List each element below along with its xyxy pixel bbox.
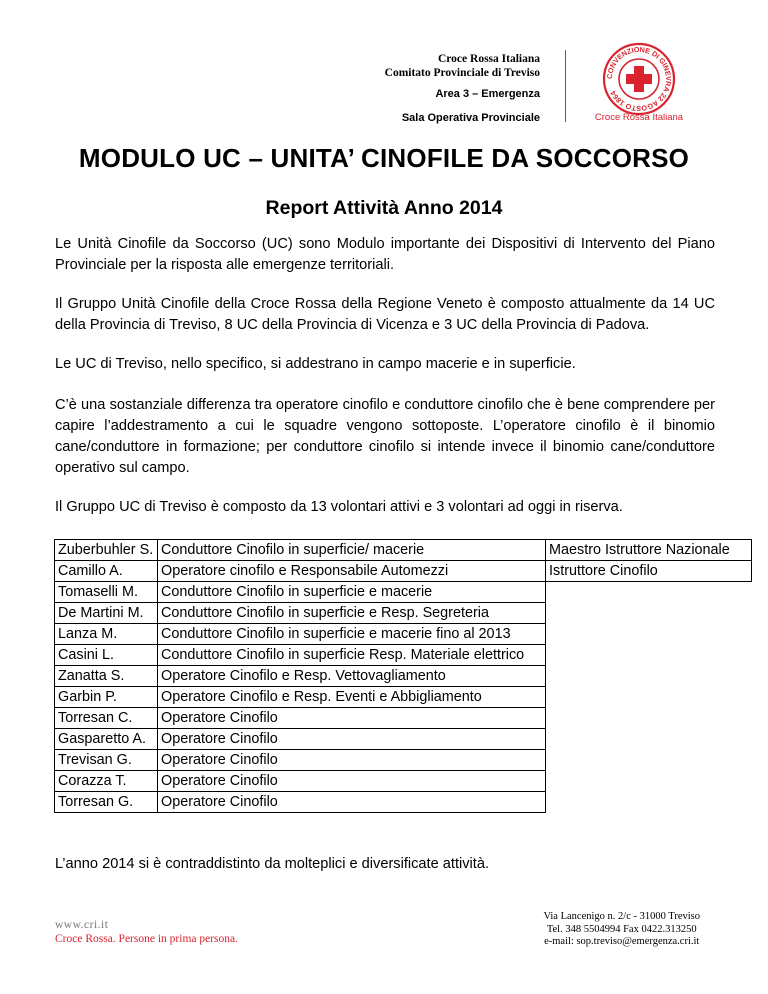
header-org — [385, 52, 540, 80]
member-name: Casini L. — [55, 645, 158, 666]
member-role: Operatore Cinofilo — [158, 729, 546, 750]
member-name: Torresan C. — [55, 708, 158, 729]
table-row — [55, 666, 752, 687]
table-row — [55, 582, 752, 603]
member-name: Corazza T. — [55, 771, 158, 792]
table-row — [55, 603, 752, 624]
header-sala: Sala Operativa Provinciale — [401, 112, 540, 124]
paragraph-members: Il Gruppo UC di Treviso è composto da 13 volontari attivi e 3 volontari ad oggi in riserva. — [55, 499, 623, 515]
paragraph-activities: L’anno 2014 si è contraddistinto da molteplici e diversificate attività. — [55, 856, 490, 872]
paragraph-intro: Le Unità Cinofile da Soccorso (UC) sono Modulo importante dei Dispositivi di Intervento del Piano Provinciale per la risposta alle emergenze territoriali. — [55, 236, 715, 273]
member-name: Garbin P. — [55, 687, 158, 708]
table-row — [55, 771, 752, 792]
member-role: Operatore Cinofilo — [158, 750, 546, 771]
member-role: Operatore Cinofilo — [158, 708, 546, 729]
table-row — [55, 729, 752, 750]
table-row — [55, 750, 752, 771]
paragraph-definitions: C’è una sostanziale differenza tra operatore cinofilo e conduttore cinofilo che è bene comprendere per capire l’addestramento a cui le squadre vengono sottoposte. L’operatore cinofilo è il binomio cane/conduttore in formazione; per conduttore cinofilo si intende invece il binomio cane/conduttore operativo sul campo. — [55, 397, 715, 476]
member-role: Conduttore Cinofilo in superficie e Resp. Segreteria — [158, 603, 546, 624]
table-row — [55, 645, 752, 666]
member-qualification: Maestro Istruttore Nazionale — [546, 540, 752, 561]
member-role: Operatore Cinofilo e Resp. Vettovagliamento — [158, 666, 546, 687]
member-name: Tomaselli M. — [55, 582, 158, 603]
table-row — [55, 708, 752, 729]
table-row — [55, 624, 752, 645]
member-name: Torresan G. — [55, 792, 158, 813]
footer-contacts — [543, 911, 700, 949]
footer-address: Via Lancenigo n. 2/c - 31000 Treviso — [543, 911, 700, 922]
members-table — [54, 539, 752, 813]
page-subtitle: Report Attività Anno 2014 — [265, 197, 503, 219]
member-role: Operatore cinofilo e Responsabile Automezzi — [158, 561, 546, 582]
footer-left — [55, 918, 238, 946]
member-role: Operatore Cinofilo — [158, 771, 546, 792]
member-role: Conduttore Cinofilo in superficie Resp. Materiale elettrico — [158, 645, 546, 666]
logo-caption: Croce Rossa Italiana — [594, 112, 684, 123]
member-name: Trevisan G. — [55, 750, 158, 771]
footer-website: www.cri.it — [55, 919, 109, 931]
member-role: Operatore Cinofilo e Resp. Eventi e Abbigliamento — [158, 687, 546, 708]
member-name: Lanza M. — [55, 624, 158, 645]
table-row — [55, 540, 752, 561]
member-name: De Martini M. — [55, 603, 158, 624]
paragraph-composition: Il Gruppo Unità Cinofile della Croce Rossa della Regione Veneto è composto attualmente da 14 UC della Provincia di Treviso, 8 UC della Provincia di Vicenza e 3 UC della Provincia di Padova. — [55, 296, 715, 333]
member-role: Operatore Cinofilo — [158, 792, 546, 813]
logo-ring-text: CONVENZIONE DI GINEVRA 22 AGOSTO 1864 — [604, 44, 674, 114]
page-title: MODULO UC – UNITA’ CINOFILE DA SOCCORSO — [78, 143, 690, 173]
footer-phone: Tel. 348 5504994 Fax 0422.313250 — [546, 923, 697, 935]
member-role: Conduttore Cinofilo in superficie e macerie — [158, 582, 546, 603]
header-org-line2: Comitato Provinciale di Treviso — [384, 67, 540, 79]
table-row — [55, 792, 752, 813]
member-name: Camillo A. — [55, 561, 158, 582]
member-name: Gasparetto A. — [55, 729, 158, 750]
member-name: Zanatta S. — [55, 666, 158, 687]
paragraph-training: Le UC di Treviso, nello specifico, si addestrano in campo macerie e in superficie. — [55, 356, 576, 372]
header-org-line1: Croce Rossa Italiana — [437, 53, 540, 65]
member-qualification: Istruttore Cinofilo — [546, 561, 752, 582]
table-row — [55, 561, 752, 582]
header-divider — [565, 50, 566, 122]
table-row — [55, 687, 752, 708]
header-area: Area 3 – Emergenza — [435, 88, 540, 100]
member-role: Conduttore Cinofilo in superficie/ macerie — [158, 540, 546, 561]
footer-slogan: Croce Rossa. Persone in prima persona. — [55, 933, 239, 945]
footer-email: e-mail: sop.treviso@emergenza.cri.it — [544, 936, 700, 947]
member-name: Zuberbuhler S. — [55, 540, 158, 561]
member-role: Conduttore Cinofilo in superficie e macerie fino al 2013 — [158, 624, 546, 645]
